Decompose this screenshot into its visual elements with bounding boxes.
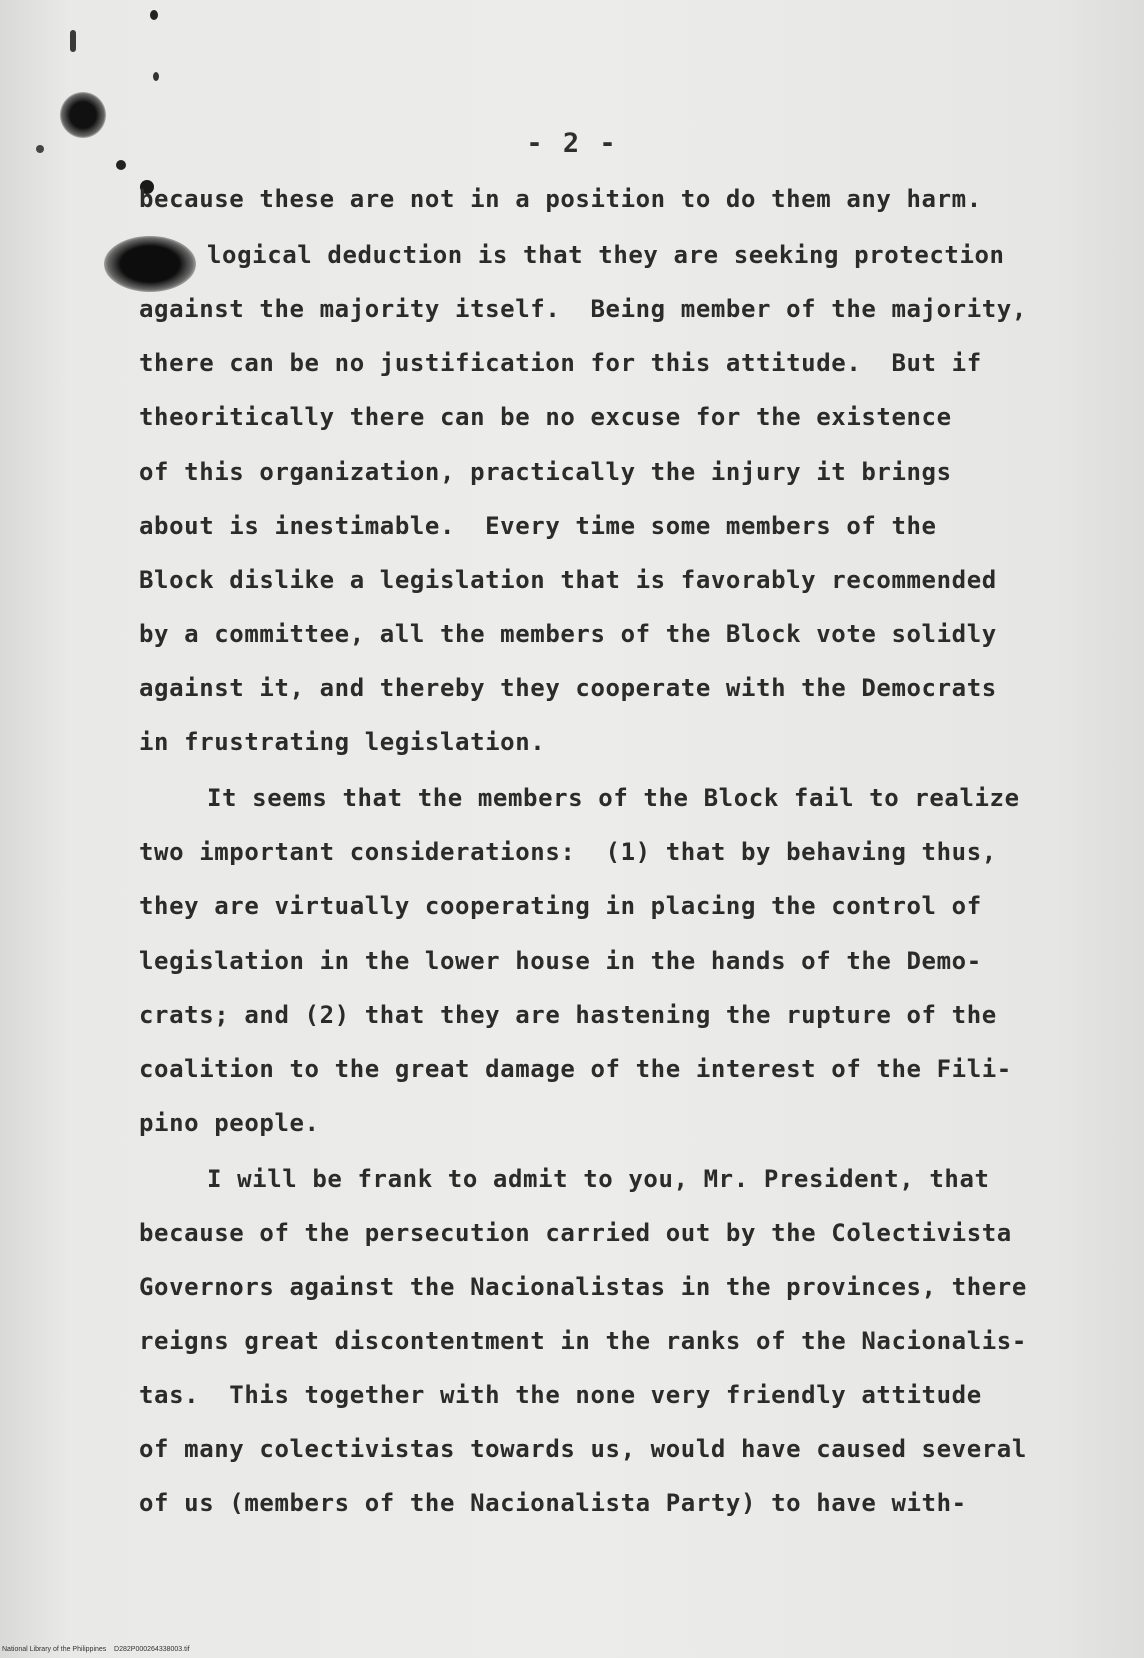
text-line: because these are not in a position to do them any harm.: [139, 185, 982, 213]
text-line: of us (members of the Nacionalista Party) to have with-: [139, 1489, 967, 1517]
text-line: logical deduction is that they are seeking protection: [207, 241, 1005, 269]
text-line: It seems that the members of the Block fail to realize: [207, 784, 1020, 812]
text-line: of many colectivistas towards us, would have caused several: [139, 1435, 1027, 1463]
text-line: because of the persecution carried out by the Colectivista: [139, 1219, 1012, 1247]
ink-spot: [116, 160, 126, 170]
page-number: - 2 -: [526, 128, 618, 159]
text-line: in frustrating legislation.: [139, 728, 546, 756]
ink-spot: [153, 72, 159, 81]
text-line: coalition to the great damage of the interest of the Fili-: [139, 1055, 1012, 1083]
text-line: Governors against the Nacionalistas in the provinces, there: [139, 1273, 1027, 1301]
ink-spot: [150, 10, 158, 20]
ink-stain: [104, 236, 196, 292]
text-line: pino people.: [139, 1109, 320, 1137]
text-line: I will be frank to admit to you, Mr. President, that: [207, 1165, 990, 1193]
text-line: they are virtually cooperating in placing the control of: [139, 892, 982, 920]
text-line: against the majority itself. Being member of the majority,: [139, 295, 1027, 323]
text-line: of this organization, practically the injury it brings: [139, 458, 952, 486]
text-line: tas. This together with the none very friendly attitude: [139, 1381, 982, 1409]
text-line: two important considerations: (1) that by behaving thus,: [139, 838, 997, 866]
text-line: theoritically there can be no excuse for the existence: [139, 403, 952, 431]
text-line: reigns great discontentment in the ranks of the Nacionalis-: [139, 1327, 1027, 1355]
text-line: there can be no justification for this attitude. But if: [139, 349, 982, 377]
text-line: against it, and thereby they cooperate with the Democrats: [139, 674, 997, 702]
text-line: about is inestimable. Every time some members of the: [139, 512, 937, 540]
text-line: crats; and (2) that they are hastening the rupture of the: [139, 1001, 997, 1029]
text-line: Block dislike a legislation that is favorably recommended: [139, 566, 997, 594]
text-line: by a committee, all the members of the Block vote solidly: [139, 620, 997, 648]
text-line: legislation in the lower house in the hands of the Demo-: [139, 947, 982, 975]
archive-footer: National Library of the Philippines D282P000264338003.tif: [2, 1646, 190, 1653]
ink-spot: [70, 30, 76, 52]
